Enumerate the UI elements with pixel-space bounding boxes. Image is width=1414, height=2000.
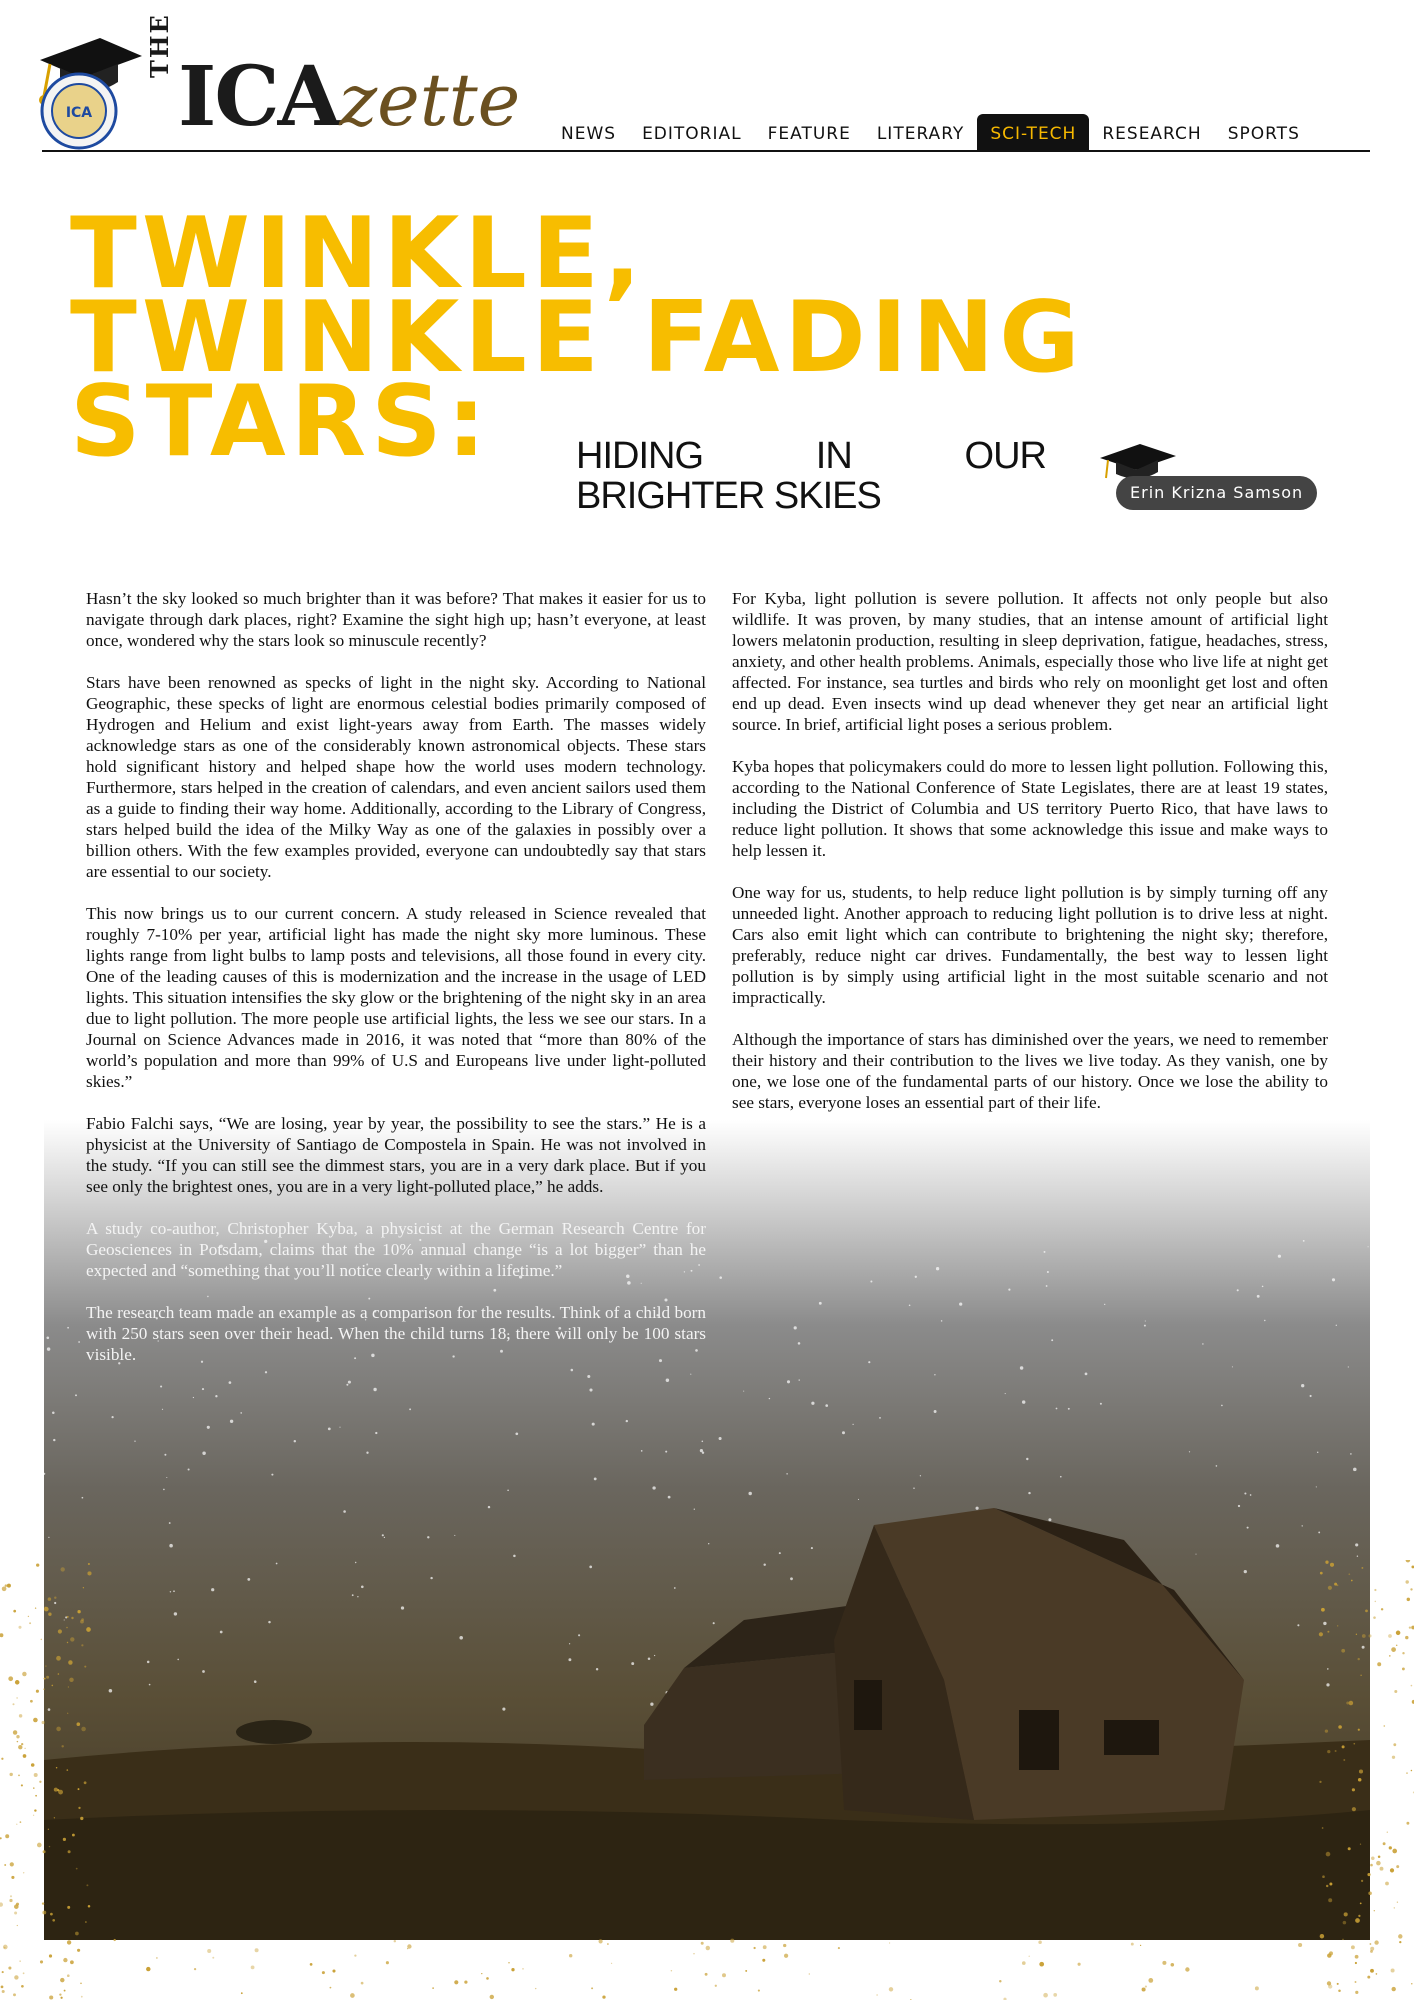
paragraph: This now brings us to our current concern. A study released in Science revealed that roughly 7-10% per year, artificial light has made the night sky more luminous. These lights range from light bulbs to lamp posts and televisions, all those found in every city. One of the leading causes of this is modernization and the increase in the usage of LED lights. This situation intensifies the sky glow or the brightening of the night sky in an area due to light pollution. The more people use artificial lights, the less we see our stars. In a Journal on Science Advances made in 2016, it was noted that “more than 80% of the world’s population and more than 99% of U.S and Europeans live under light-polluted skies.” [86,904,706,1091]
paragraph: Fabio Falchi says, “We are losing, year by year, the possibility to see the stars.” He is a physicist at the University of Santiago de Compostela in Spain. He was not involved in the study. “If you can still see the dimmest stars, you are in a very dark place. But if you see only the brightest ones, you are in a very light-polluted place,” he adds. [86,1114,706,1196]
article-right-column [732,588,1328,1134]
paragraph: Kyba hopes that policymakers could do more to lessen light pollution. Following this, according to the National Conference of State Legislates, there are at least 19 states, including the District of Columbia and US territory Puerto Rico, that have laws to reduce light pollution. It shows that some acknowledge this issue and make ways to help lessen it. [732,757,1328,860]
paragraph: Although the importance of stars has diminished over the years, we need to remember their history and their contribution to the lives we live today. As they vanish, one by one, we lose one of the fundamental parts of our history. Once we lose the ability to see stars, everyone loses an essential part of their life. [732,1030,1328,1112]
brand-main: ICA [178,49,340,145]
nav-news[interactable]: NEWS [561,124,617,144]
paragraph: Hasn’t the sky looked so much brighter than it was before? That makes it easier for us to navigate through dark places, right? Examine the sight high up; hasn’t everyone, at least once, wondered why the stars look so minuscule recently? [86,589,706,650]
subtitle-line-2: BRIGHTER SKIES [576,475,881,517]
subtitle-word-2: IN [815,435,852,477]
paragraph: One way for us, students, to help reduce light pollution is by simply turning off any unneeded light. Another approach to reducing light pollution is to drive less at night. Cars also emit light which can contribute to brightening the night sky; therefore, preferably, reduce night car drives. Fundamentally, the best way to lessen light pollution is by simply using artificial light in the most suitable scenario and not impractically. [732,883,1328,1007]
paragraph: The research team made an example as a comparison for the results. Think of a child born with 250 stars seen over their head. When the child turns 18, there will only be 100 stars visible. [86,1303,706,1364]
nav-sci-tech[interactable]: SCI-TECH [977,114,1089,150]
author-badge: Erin Krizna Samson [1116,476,1317,510]
masthead-the: THE [145,13,174,78]
nav-sports[interactable]: SPORTS [1227,124,1300,144]
masthead-brand[interactable] [178,49,521,145]
nav-divider [42,150,1370,152]
article-subtitle [576,436,1046,516]
nav-research[interactable]: RESEARCH [1102,124,1202,144]
nav-literary[interactable]: LITERARY [876,124,965,144]
paragraph: A study co-author, Christopher Kyba, a physicist at the German Research Centre for Geosciences in Potsdam, claims that the 10% annual change “is a lot bigger” than he expected and “something that you’ll notice clearly within a lifetime.” [86,1219,706,1280]
main-nav [548,114,1313,150]
article-title [70,197,1250,479]
school-seal-logo [40,72,118,150]
subtitle-word-1: HIDING [576,435,703,477]
brand-italic: zette [339,58,521,142]
subtitle-word-3: OUR [964,435,1046,477]
nav-feature[interactable]: FEATURE [767,124,851,144]
seal-text: ICA [65,105,93,121]
paragraph: For Kyba, light pollution is severe pollution. It affects not only people but also wildlife. It was proven, by many studies, that an intense amount of artificial light lowers melatonin production, resulting in sleep deprivation, fatigue, headaches, stress, anxiety, and other health problems. Animals, especially those who live life at night get affected. For instance, sea turtles and birds who rely on moonlight get lost and often end up dead. Even insects wind up dead whenever they get near an artificial light source. In brief, artificial light poses a serious problem. [732,589,1328,734]
title-line-2: TWINKLE FADING [70,281,1085,395]
title-line-3: STARS: [70,365,491,479]
nav-editorial[interactable]: EDITORIAL [642,124,742,144]
article-left-column [86,588,706,1386]
title-line-1: TWINKLE, [70,197,646,311]
paragraph: Stars have been renowned as specks of light in the night sky. According to National Geographic, these specks of light are enormous celestial bodies primarily composed of Hydrogen and Helium and exist light-years away from Earth. The masses widely acknowledge stars as one of the considerably known astronomical objects. These stars hold significant history and helped shape how the world uses modern technology. Furthermore, stars helped in the creation of calendars, and even ancient sailors used them as a guide to finding their way home. Additionally, according to the Library of Congress, stars helped build the idea of the Milky Way as one of the galaxies in possibly over a billion others. With the few examples provided, everyone can undoubtedly say that stars are essential to our society. [86,673,706,881]
